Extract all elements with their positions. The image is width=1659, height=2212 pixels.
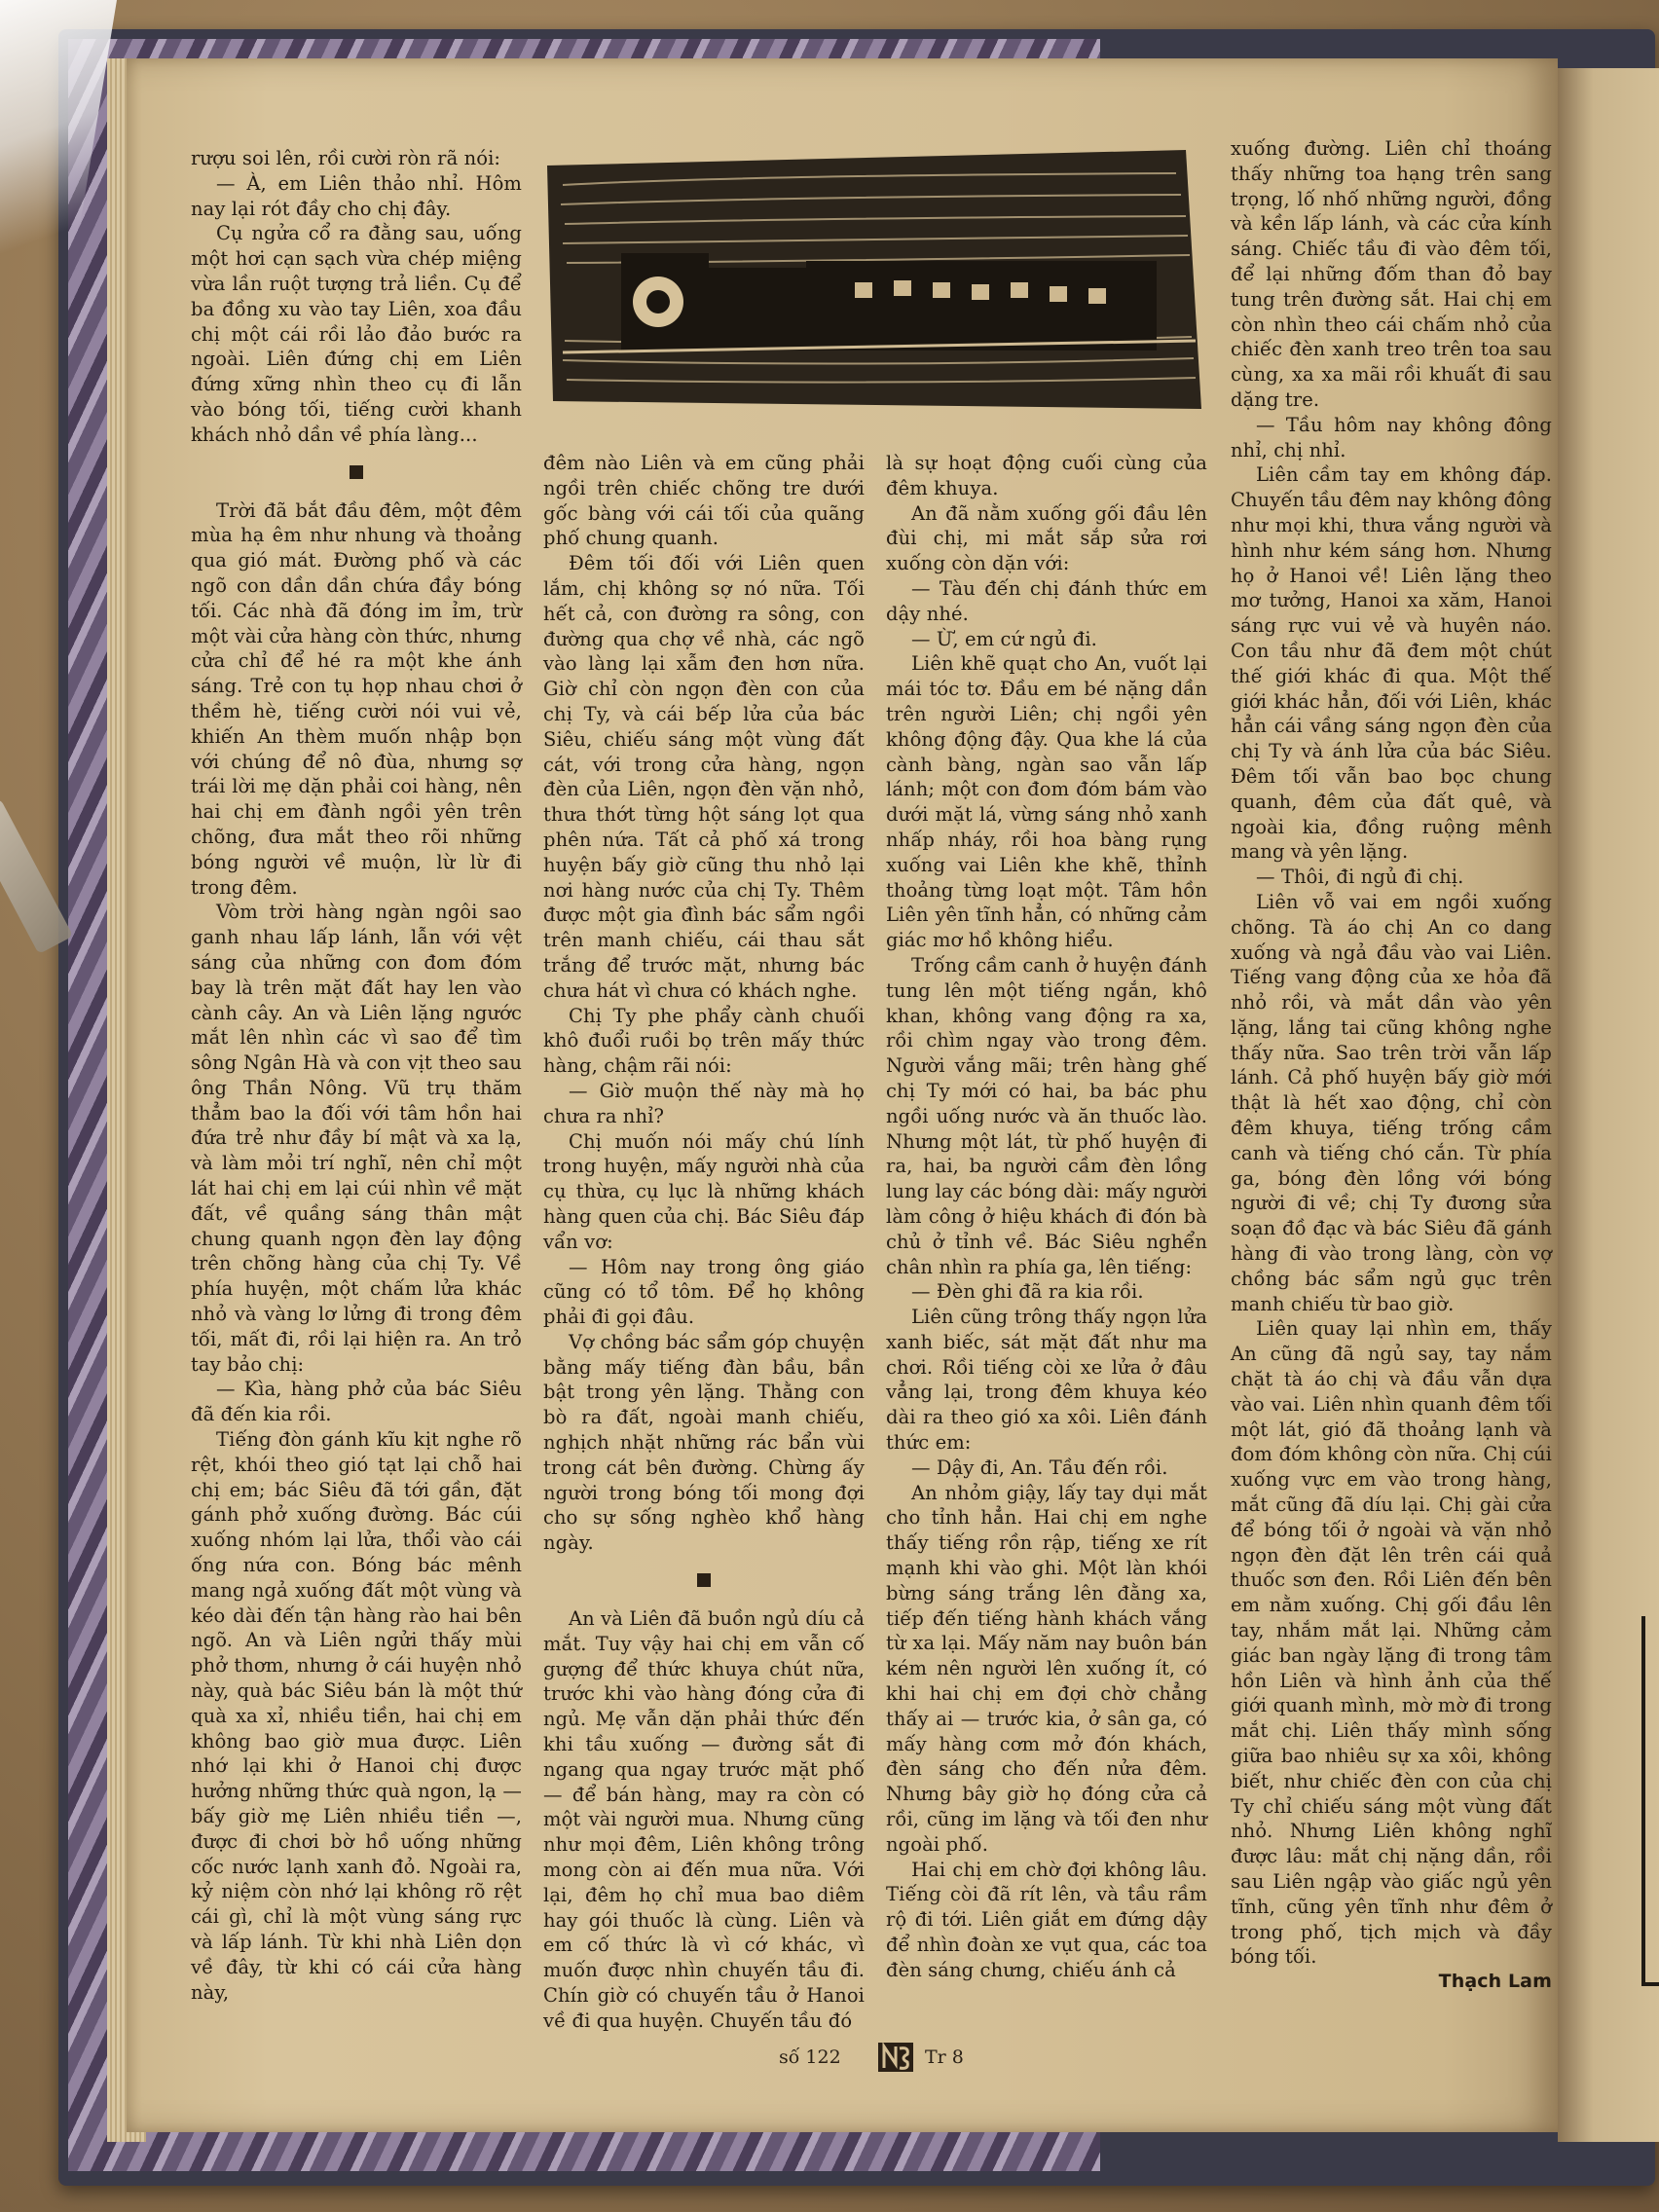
paragraph: xuống đường. Liên chỉ thoáng thấy những toa hạng trên sang trọng, lố nhố những người, đồng và kền lấp lánh, và các cửa kính sáng. Chiếc tầu đi vào đêm tối, để lại những đốm than đỏ bay tung trên đường sắt. Hai chị em còn nhìn theo cái chấm nhỏ của chiếc đèn xanh treo trên toa sau cùng, xa xa mãi rồi khuất đi sau dặng tre. — [1231, 137, 1552, 411]
paragraph: Vợ chồng bác sẩm góp chuyện bằng mấy tiếng đàn bầu, bần bật trong yên lặng. Thằng con bò ra đất, ngoài manh chiếu, nghịch nhặt những rác bẩn vùi trong cát bên đường. Chừng ấy người trong bóng tối mong đợi cho sự sống nghèo khổ hàng ngày. — [543, 1330, 865, 1555]
paragraph: rượu soi lên, rồi cười ròn rã nói: — [191, 147, 501, 169]
paragraph: Chị muốn nói mấy chú lính trong huyện, mấy người nhà của cụ thừa, cụ lục là những khách hàng quen của chị. Bác Siêu đáp vẩn vơ: — [543, 1129, 865, 1253]
paragraph: Liên cầm tay em không đáp. Chuyến tầu đêm nay không đông như mọi khi, thưa vắng người và hình như kém sáng hơn. Nhưng họ ở Hanoi về! Liên lặng theo mơ tưởng, Hanoi xa xăm, Hanoi sáng rực vui vẻ và huyên náo. Con tầu như đã đem một chút thế giới khác đi qua. Một thế giới khác hẳn, đối với Liên, khác hẳn cái vầng sáng ngọn đèn của chị Ty và ánh lửa của bác Siêu. Đêm tối vẫn bao bọc chung quanh, đêm của đất quê, và ngoài kia, đồng ruộng mênh mang và yên lặng. — [1231, 463, 1552, 864]
paragraph: — Dậy đi, An. Tầu đến rồi. — [911, 1456, 1168, 1479]
paragraph: — Tàu đến chị đánh thức em dậy nhé. — [886, 576, 1207, 625]
paragraph: — Kìa, hàng phở của bác Siêu đã đến kia rồi. — [191, 1378, 522, 1426]
paragraph: Hai chị em chờ đợi không lâu. Tiếng còi đã rít lên, và tầu rầm rộ đi tới. Liên giắt em đứng dậy để nhìn đoàn xe vụt qua, các toa đèn sáng chưng, chiếu ánh cả — [886, 1858, 1207, 1981]
paragraph: Cụ ngửa cổ ra đằng sau, uống một hơi cạn sạch vừa chép miệng vừa lần ruột tượng trả liền. Cụ để ba đồng xu vào tay Liên, xoa đầu chị một cái rồi lảo đảo bước ra ngoài. Liên đứng chị em Liên đứng xững nhìn theo cụ đi lẫn vào bóng tối, tiếng cười khanh khách nhỏ dần về phía làng... — [191, 222, 522, 446]
facing-page-rule — [1641, 1982, 1659, 1986]
paragraph: — Giờ muộn thế này mà họ chưa ra nhỉ? — [543, 1079, 865, 1127]
page-footer — [779, 2041, 993, 2076]
paragraph: Trống cầm canh ở huyện đánh tung lên một tiếng ngắn, khô khan, không vang động ra xa, rồi chìm ngay vào trong đêm. Người vắng mãi; trên hàng ghế chị Ty mới có hai, ba bác phu ngồi uống nước và ăn thuốc lào. Nhưng một lát, từ phố huyện đi ra, hai, ba người cầm đèn lồng lung lay các bóng dài: mấy người làm công ở hiệu khách đi đón bà chủ ở tỉnh về. Bác Siêu nghển chân nhìn ra phía ga, lên tiếng: — [886, 953, 1207, 1278]
paragraph: — Ừ, em cứ ngủ đi. — [911, 627, 1097, 650]
paragraph: Tiếng đòn gánh kĩu kịt nghe rõ rệt, khói theo gió tạt lại chỗ hai chị em; bác Siêu đã tới gần, đặt gánh phở xuống đường. Bác cúi xuống nhóm lại lửa, thổi vào cái ống nứa con. Bóng bác mênh mang ngả xuống đất một vùng và kéo dài đến tận hàng rào hai bên ngõ. An và Liên ngửi thấy mùi phở thơm, nhưng ở cái huyện nhỏ này, quà bác Siêu bán là một thứ quà xa xỉ, nhiều tiền, hai chị em không bao giờ mua được. Liên nhớ lại khi ở Hanoi chị được hưởng những thức quà ngon, lạ — bấy giờ mẹ Liên nhiều tiền —, được đi chơi bờ hồ uống những cốc nước lạnh xanh đỏ. Ngoài ra, kỷ niệm còn nhớ lại không rõ rệt cái gì, chỉ là một vùng sáng rực và lấp lánh. Từ khi nhà Liên dọn về đây, từ khi có cái cửa hàng này, — [191, 1428, 522, 2004]
paragraph: Liên vỗ vai em ngồi xuống chõng. Tà áo chị An co dang xuống và ngả đầu vào vai Liên. Tiếng vang động của xe hỏa đã nhỏ rồi, và mắt dần vào yên lặng, lắng tai cũng không nghe thấy nữa. Sao trên trời vẫn lấp lánh. Cả phố huyện bấy giờ mới thật là hết xao động, chỉ còn đêm khuya, tiếng trống cầm canh và tiếng chó cắn. Từ phía ga, bóng đèn lồng với bóng người đi về; chị Ty đương sửa soạn đồ đạc và bác Siêu đã gánh hàng đi vào trong làng, còn vợ chồng bác sẩm ngủ gục trên manh chiếu từ bao giờ. — [1231, 890, 1552, 1315]
text-column-1 — [191, 146, 522, 2005]
issue-number: số 122 — [779, 2046, 841, 2068]
paragraph: — Đèn ghi đã ra kia rồi. — [911, 1280, 1144, 1304]
magazine-logo-icon — [876, 2041, 915, 2074]
author-signature: Thạch Lam — [1438, 1971, 1552, 1993]
paragraph: Trời đã bắt đầu đêm, một đêm mùa hạ êm như nhung và thoảng qua gió mát. Đường phố và các ngõ con dần dần chứa đầy bóng tối. Các nhà đã đóng im ỉm, trừ một vài cửa hàng còn thức, nhưng cửa chỉ để hé ra một khe ánh sáng. Trẻ con tụ họp nhau chơi ở thềm hè, tiếng cười nói vui vẻ, khiến An thèm muốn nhập bọn với chúng để nô đùa, nhưng sợ trái lời mẹ dặn phải coi hàng, nên hai chị em đành ngồi yên trên chõng, đưa mắt theo rõi những bóng người về muộn, lừ lừ đi trong đêm. — [191, 498, 522, 899]
paragraph: An đã nằm xuống gối đầu lên đùi chị, mi mắt sắp sửa rơi xuống còn dặn với: — [886, 501, 1207, 575]
paragraph: Liên cũng trông thấy ngọn lửa xanh biếc, sát mặt đất như ma chơi. Rồi tiếng còi xe lửa ở đâu vẳng lại, trong đêm khuya kéo dài ra theo gió xa xôi. Liên đánh thức em: — [886, 1306, 1207, 1455]
paragraph: đêm nào Liên và em cũng phải ngồi trên chiếc chõng tre dưới gốc bàng với cái tối của quãng phố chung quanh. — [543, 452, 865, 550]
paragraph: — Thôi, đi ngủ đi chị. — [1256, 866, 1464, 889]
paragraph: Chị Ty phe phẩy cành chuối khô đuổi ruồi bọ trên mấy thức hàng, chậm rãi nói: — [543, 1004, 865, 1078]
facing-page-rule — [1641, 1616, 1645, 1986]
paragraph: Đêm tối đối với Liên quen lắm, chị không sợ nó nữa. Tối hết cả, con đường ra sông, con đường qua chợ về nhà, các ngõ vào làng lại xẫm đen hơn nữa. Giờ chỉ còn ngọn đèn con của chị Ty, và cái bếp lửa của bác Siêu, chiếu sáng một vùng đất cát, với trong cửa hàng, ngọn đèn của Liên, ngọn đèn vặn nhỏ, thưa thớt từng hột sáng lọt qua phên nứa. Tất cả phố xá trong huyện bấy giờ cũng thu nhỏ lại nơi hàng nước của chị Ty. Thêm được một gia đình bác sẩm ngồi trên manh chiếu, cái thau sắt trắng để trước mặt, nhưng bác chưa hát vì chưa có khách nghe. — [543, 552, 865, 1002]
paragraph: Vòm trời hàng ngàn ngôi sao ganh nhau lấp lánh, lẫn với vệt sáng của những con đom đóm bay là trên mặt đất hay len vào cành cây. An và Liên lặng ngước mắt lên nhìn các vì sao để tìm sông Ngân Hà và con vịt theo sau ông Thần Nông. Vũ trụ thăm thẳm bao la đối với tâm hồn hai đứa trẻ như đầy bí mật và xa lạ, và làm mỏi trí nghĩ, nên chỉ một lát hai chị em lại cúi nhìn về mặt đất, về quầng sáng thân mật chung quanh ngọn đèn lay động trên chõng hàng của chị Ty. Về phía huyện, một chấm lửa khác nhỏ và vàng lơ lửng đi trong đêm tối, mất đi, rồi lại hiện ra. An trỏ tay bảo chị: — [191, 901, 522, 1376]
paragraph: Liên quay lại nhìn em, thấy An cũng đã ngủ say, tay nắm chặt tà áo chị và đầu vẫn dựa vào vai. Liên nhìn quanh đêm tối một lát, gió đã thoảng lạnh và đom đóm không còn nữa. Chị cúi xuống vực em vào trong hàng, mắt cũng đã díu lại. Chị gài cửa để bóng tối ở ngoài và vặn nhỏ ngọn đèn đặt lên trên cái quả thuốc sơn đen. Rồi Liên đến bên em nằm xuống. Chị gối đầu lên tay, nhắm mắt lại. Những cảm giác ban ngày lặng đi trong tâm hồn Liên và hình ảnh của thế giới quanh mình, mờ mờ đi trong mắt chị. Liên thấy mình sống giữa bao nhiêu sự xa xôi, không biết, như chiếc đèn con của chị Ty chỉ chiếu sáng một vùng đất nhỏ. Nhưng Liên không nghĩ được lâu: mắt chị nặng dần, rồi sau Liên ngập vào giấc ngủ yên tĩnh, cũng yên tĩnh như đêm ở trong phố, tịch mịch và đầy bóng tối. — [1231, 1317, 1552, 1969]
text-column-3 — [886, 451, 1207, 1983]
text-column-4 — [1231, 136, 1552, 1995]
paragraph: — À, em Liên thảo nhỉ. Hôm nay lại rót đầy cho chị đây. — [191, 171, 522, 220]
page-number: Tr 8 — [925, 2046, 964, 2068]
section-separator — [350, 465, 363, 479]
paragraph: — Tầu hôm nay không đông nhỉ, chị nhỉ. — [1231, 413, 1552, 461]
paragraph: An và Liên đã buồn ngủ díu cả mắt. Tuy vậy hai chị em vẫn cố gượng để thức khuya chút nữa, trước khi vào hàng đóng cửa đi ngủ. Mẹ vẫn dặn phải thức đến khi tầu xuống — đường sắt đi ngang qua ngay trước mặt phố — để bán hàng, may ra còn có một vài người mua. Nhưng cũng như mọi đêm, Liên không trông mong còn ai đến mua nữa. Với lại, đêm họ chỉ mua bao diêm hay gói thuốc là cùng. Liên và em cố thức là vì cớ khác, vì muốn được nhìn chuyến tầu đi. Chín giờ có chuyến tầu ở Hanoi về đi qua huyện. Chuyến tầu đó — [543, 1607, 865, 2032]
paragraph: An nhỏm giậy, lấy tay dụi mắt cho tỉnh hẳn. Hai chị em nghe thấy tiếng rồn rập, tiếng xe rít mạnh khi vào ghi. Một làn khói bừng sáng trắng lên đằng xa, tiếp đến tiếng hành khách vắng từ xa lại. Mấy năm nay buôn bán kém nên người lên xuống ít, có khi hai chị em đợi chờ chẳng thấy ai — trước kia, ở sân ga, có mấy hàng cơm mở đón khách, đèn sáng cho đến nửa đêm. Nhưng bây giờ họ đóng cửa cả rồi, cũng im lặng và tối đen như ngoài phố. — [886, 1481, 1207, 1856]
section-separator — [697, 1573, 711, 1587]
woodcut-illustration — [543, 146, 1205, 414]
paragraph: — Hôm nay trong ông giáo cũng có tổ tôm. Để họ không phải đi gọi đâu. — [543, 1255, 865, 1329]
paragraph: Liên khẽ quạt cho An, vuốt lại mái tóc tơ. Đầu em bé nặng dần trên người Liên; chị ngồi yên không động đậy. Qua khe lá của cành bàng, ngàn sao vẫn lấp lánh; một con đom đóm bám vào dưới mặt lá, vừng sáng nhỏ xanh nhấp nháy, rồi hoa bàng rụng xuống vai Liên khe khẽ, thỉnh thoảng từng loạt một. Tâm hồn Liên yên tĩnh hẳn, có những cảm giác mơ hồ không hiểu. — [886, 652, 1207, 952]
paragraph: là sự hoạt động cuối cùng của đêm khuya. — [886, 452, 1207, 499]
text-column-2 — [543, 451, 865, 2034]
